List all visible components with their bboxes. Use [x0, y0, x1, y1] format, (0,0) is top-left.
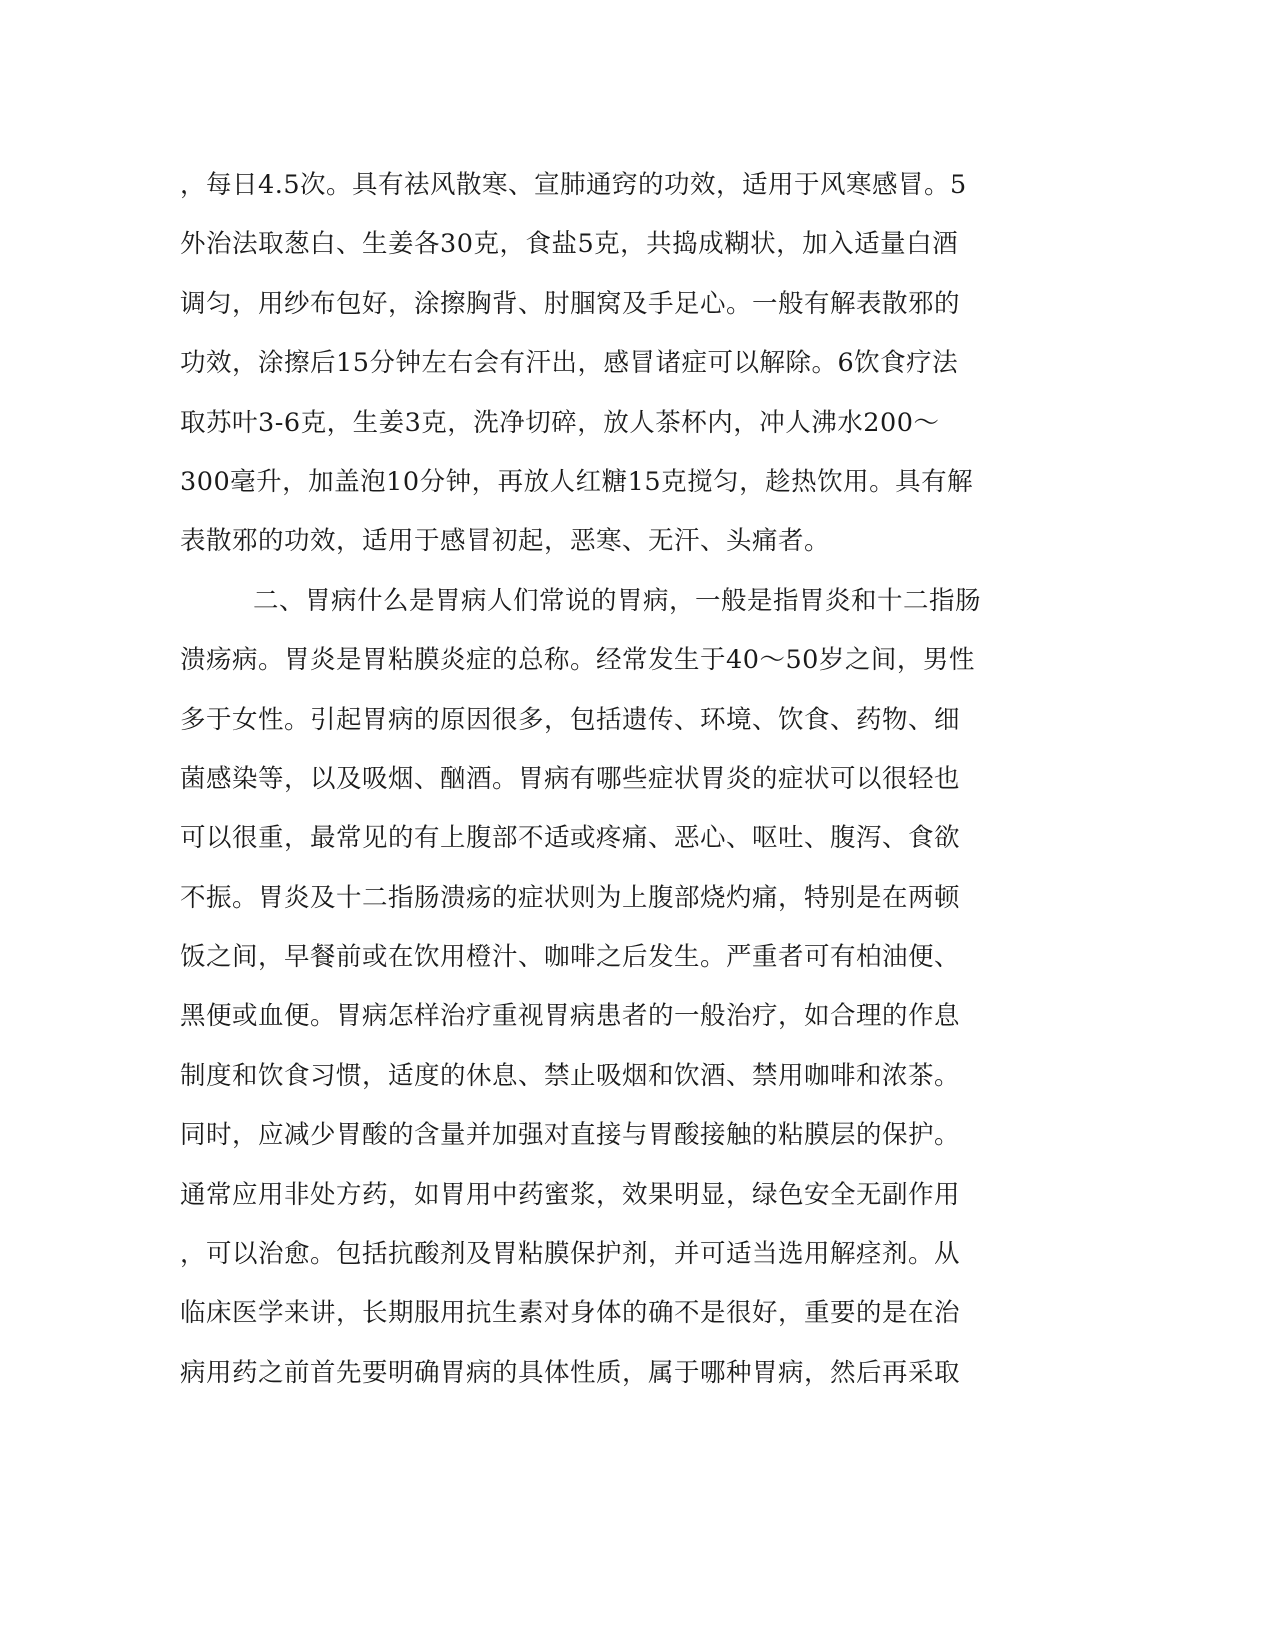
body-text: [180, 156, 1060, 1403]
text-line: 制度和饮食习惯，适度的休息、禁止吸烟和饮酒、禁用咖啡和浓茶。: [180, 1060, 961, 1091]
text-line: 不振。胃炎及十二指肠溃疡的症状则为上腹部烧灼痛，特别是在两顿: [180, 882, 961, 913]
text-line: 外治法取葱白、生姜各30克，食盐5克，共捣成糊状，加入适量白酒: [180, 229, 959, 260]
text-line: 取苏叶3-6克，生姜3克，洗净切碎，放人茶杯内，冲人沸水200～: [180, 407, 940, 438]
text-line: 调匀，用纱布包好，涂擦胸背、肘腘窝及手足心。一般有解表散邪的: [180, 288, 961, 319]
text-line: 溃疡病。胃炎是胃粘膜炎症的总称。经常发生于40～50岁之间，男性: [180, 645, 975, 676]
text-line: 临床医学来讲，长期服用抗生素对身体的确不是很好，重要的是在治: [180, 1298, 961, 1329]
text-line: 多于女性。引起胃病的原因很多，包括遗传、环境、饮食、药物、细: [180, 704, 961, 735]
text-line: 黑便或血便。胃病怎样治疗重视胃病患者的一般治疗，如合理的作息: [180, 1001, 961, 1032]
section-heading-line: 二、胃病什么是胃病人们常说的胃病，一般是指胃炎和十二指肠: [253, 585, 982, 616]
text-line: ，可以治愈。包括抗酸剂及胃粘膜保护剂，并可适当选用解痉剂。从: [180, 1239, 961, 1270]
text-line: ，每日4.5次。具有祛风散寒、宣肺通窍的功效，适用于风寒感冒。5: [180, 170, 967, 200]
text-line: 功效，涂擦后15分钟左右会有汗出，感冒诸症可以解除。6饮食疗法: [180, 348, 959, 379]
text-line: 300毫升，加盖泡10分钟，再放人红糖15克搅匀，趁热饮用。具有解: [180, 466, 974, 497]
text-line: 同时，应减少胃酸的含量并加强对直接与胃酸接触的粘膜层的保护。: [180, 1120, 961, 1151]
text-line: 表散邪的功效，适用于感冒初起，恶寒、无汗、头痛者。: [180, 526, 831, 557]
text-line: 菌感染等，以及吸烟、酗酒。胃病有哪些症状胃炎的症状可以很轻也: [180, 763, 961, 794]
text-line: 病用药之前首先要明确胃病的具体性质，属于哪种胃病，然后再采取: [180, 1357, 961, 1388]
text-line: 通常应用非处方药，如胃用中药蜜浆，效果明显，绿色安全无副作用: [180, 1179, 961, 1210]
text-line: 饭之间，早餐前或在饮用橙汁、咖啡之后发生。严重者可有柏油便、: [180, 942, 961, 973]
text-line: 可以很重，最常见的有上腹部不适或疼痛、恶心、呕吐、腹泻、食欲: [180, 823, 961, 854]
